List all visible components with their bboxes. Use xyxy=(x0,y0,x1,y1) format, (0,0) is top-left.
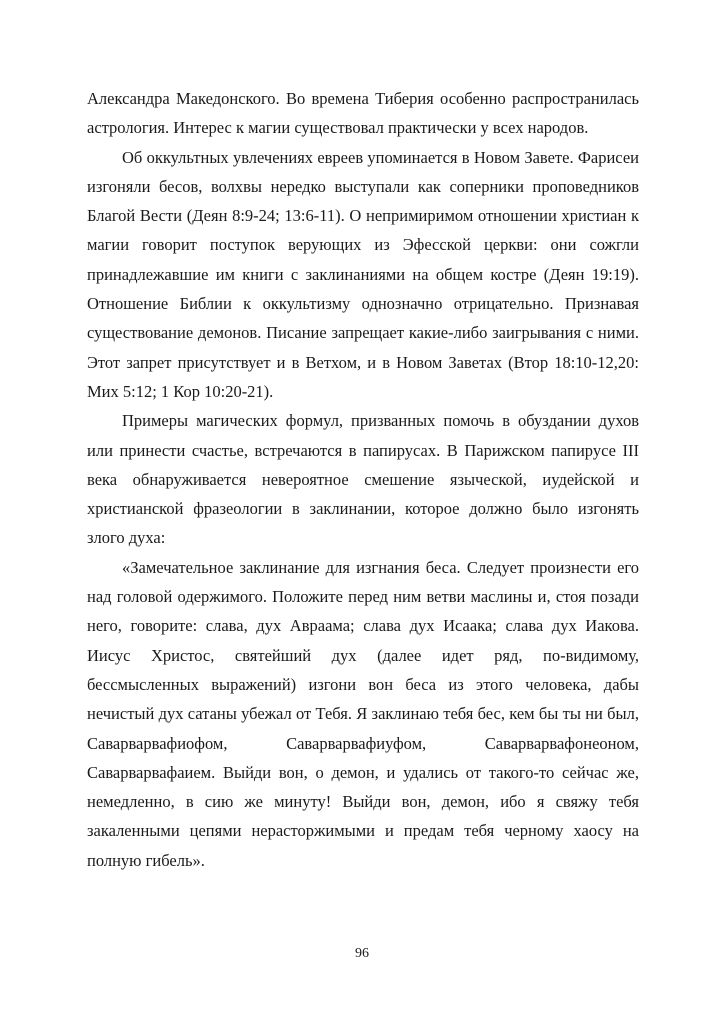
paragraph-magic-formulas: Примеры магических формул, призванных помочь в обуздании духов или принести счастье, встречаются в папирусах. В Парижском папирусе III века обнаруживается невероятное смешение языческой, иудейской и христианской фразеологии в заклинании, которое должно было изгонять злого духа: xyxy=(87,411,639,548)
body-text xyxy=(87,84,639,875)
page-number: 96 xyxy=(355,946,369,961)
paragraph-incantation-quote: «Замечательное заклинание для изгнания беса. Следует произнести его над головой одержимого. Положите перед ним ветви маслины и, стоя позади него, говорите: слава, дух Авраама; слава дух Исаака; слава дух Иакова. Иисус Христос, святейший дух (далее идет ряд, по-видимому, бессмысленных выражений) изгони вон беса из этого человека, дабы нечистый дух сатаны убежал от Тебя. Я заклинаю тебя бес, кем бы ты ни был, Саварварвафиофом, Саварварвафиуфом, Саварварвафонеоном, Саварварвафаием. Выйди вон, о демон, и удались от такого-то сейчас же, немедленно, в сию же минуту! Выйди вон, демон, ибо я свяжу тебя закаленными цепями нерасторжимыми и предам тебя черному хаосу на полную гибель». xyxy=(87,557,639,870)
paragraph-occult-interests: Об оккультных увлечениях евреев упоминается в Новом Завете. Фарисеи изгоняли бесов, волхвы нередко выступали как соперники проповедников Благой Вести (Деян 8:9-24; 13:6-11). О непримиримом отношении христиан к магии говорит поступок верующих из Эфесской церкви: они сожгли принадлежавшие им книги с заклинаниями на общем костре (Деян 19:19). Отношение Библии к оккультизму однозначно отрицательно. Признавая существование демонов. Писание запрещает какие-либо заигрывания с ними. Этот запрет присутствует и в Ветхом, и в Новом Заветах (Втор 18:10-12,20: Мих 5:12; 1 Кор 10:20-21). xyxy=(87,147,639,401)
paragraph-continuation: Александра Македонского. Во времена Тиберия особенно распространилась астрология. Интерес к магии существовал практически у всех народов. xyxy=(87,89,639,138)
